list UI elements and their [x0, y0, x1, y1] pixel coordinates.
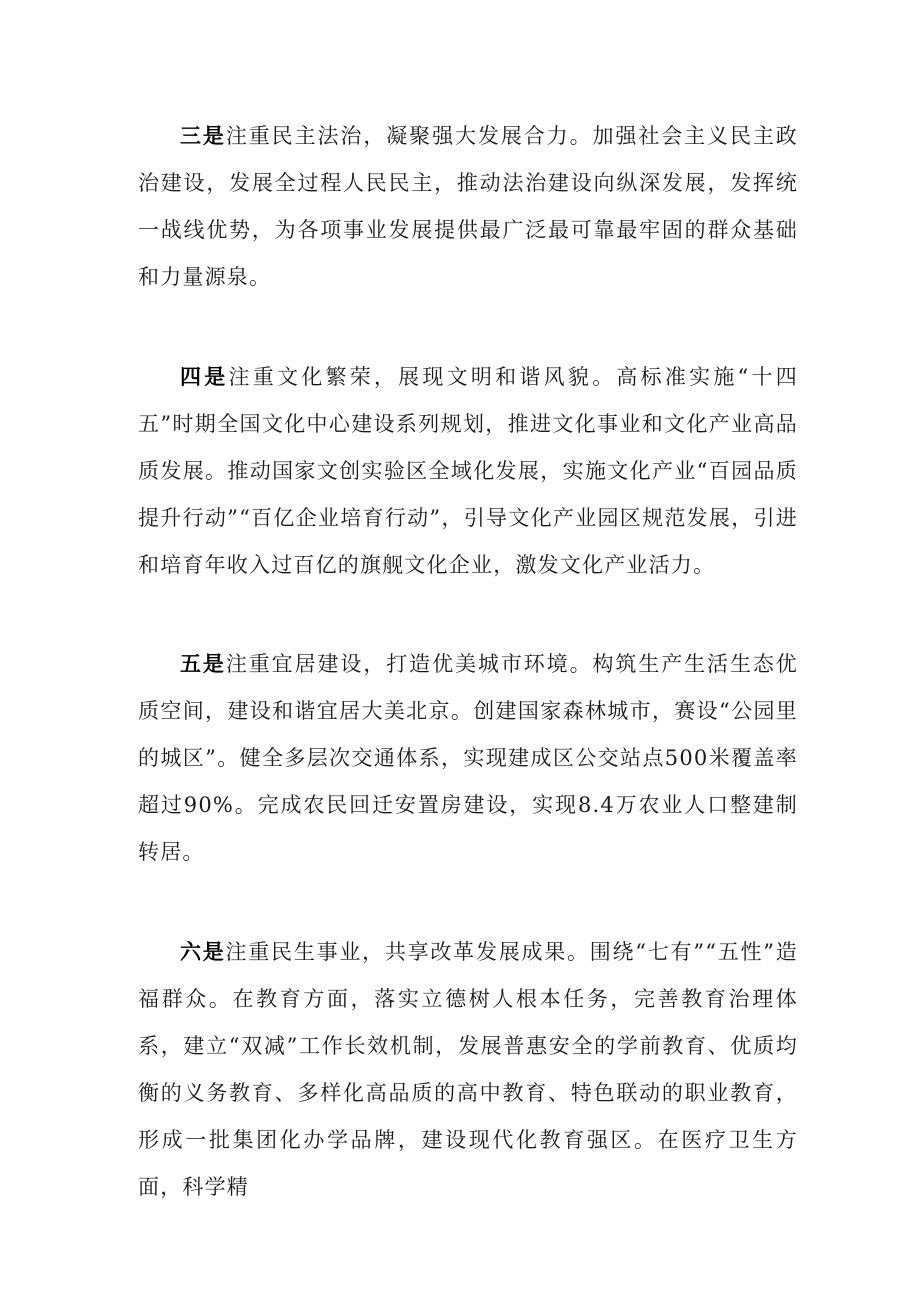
- paragraph-lead: 五是: [180, 651, 226, 676]
- paragraph-lead: 三是: [180, 123, 226, 148]
- paragraph-body: 注重民主法治，凝聚强大发展合力。加强社会主义民主政治建设，发展全过程人民民主，推动法治建设向纵深发展，发挥统一战线优势，为各项事业发展提供最广泛最可靠最牢固的群众基础和力量源泉。: [138, 124, 799, 289]
- paragraph-6: [138, 928, 798, 1211]
- paragraph-4: [138, 353, 798, 589]
- paragraph-lead: 六是: [180, 939, 226, 964]
- paragraph-3: [138, 112, 798, 301]
- paragraph-body: 注重宜居建设，打造优美城市环境。构筑生产生活生态优质空间，建设和谐宜居大美北京。创建国家森林城市，赛设“公园里的城区”。健全多层次交通体系，实现建成区公交站点500米覆盖率超过90%。完成农民回迁安置房建设，实现8.4万农业人口整建制转居。: [138, 652, 799, 864]
- paragraph-lead: 四是: [180, 364, 229, 389]
- paragraph-body: 注重文化繁荣，展现文明和谐风貌。高标准实施“十四五”时期全国文化中心建设系列规划，推进文化事业和文化产业高品质发展。推动国家文创实验区全域化发展，实施文化产业“百园品质提升行动”“百亿企业培育行动”，引导文化产业园区规范发展，引进和培育年收入过百亿的旗舰文化企业，激发文化产业活力。: [138, 365, 798, 577]
- paragraph-body: 注重民生事业，共享改革发展成果。围绕“七有”“五性”造福群众。在教育方面，落实立德树人根本任务，完善教育治理体系，建立“双减”工作长效机制，发展普惠安全的学前教育、优质均衡的义务教育、多样化高品质的高中教育、特色联动的职业教育，形成一批集团化办学品牌，建设现代化教育强区。在医疗卫生方面，科学精: [138, 940, 798, 1199]
- paragraph-5: [138, 640, 798, 876]
